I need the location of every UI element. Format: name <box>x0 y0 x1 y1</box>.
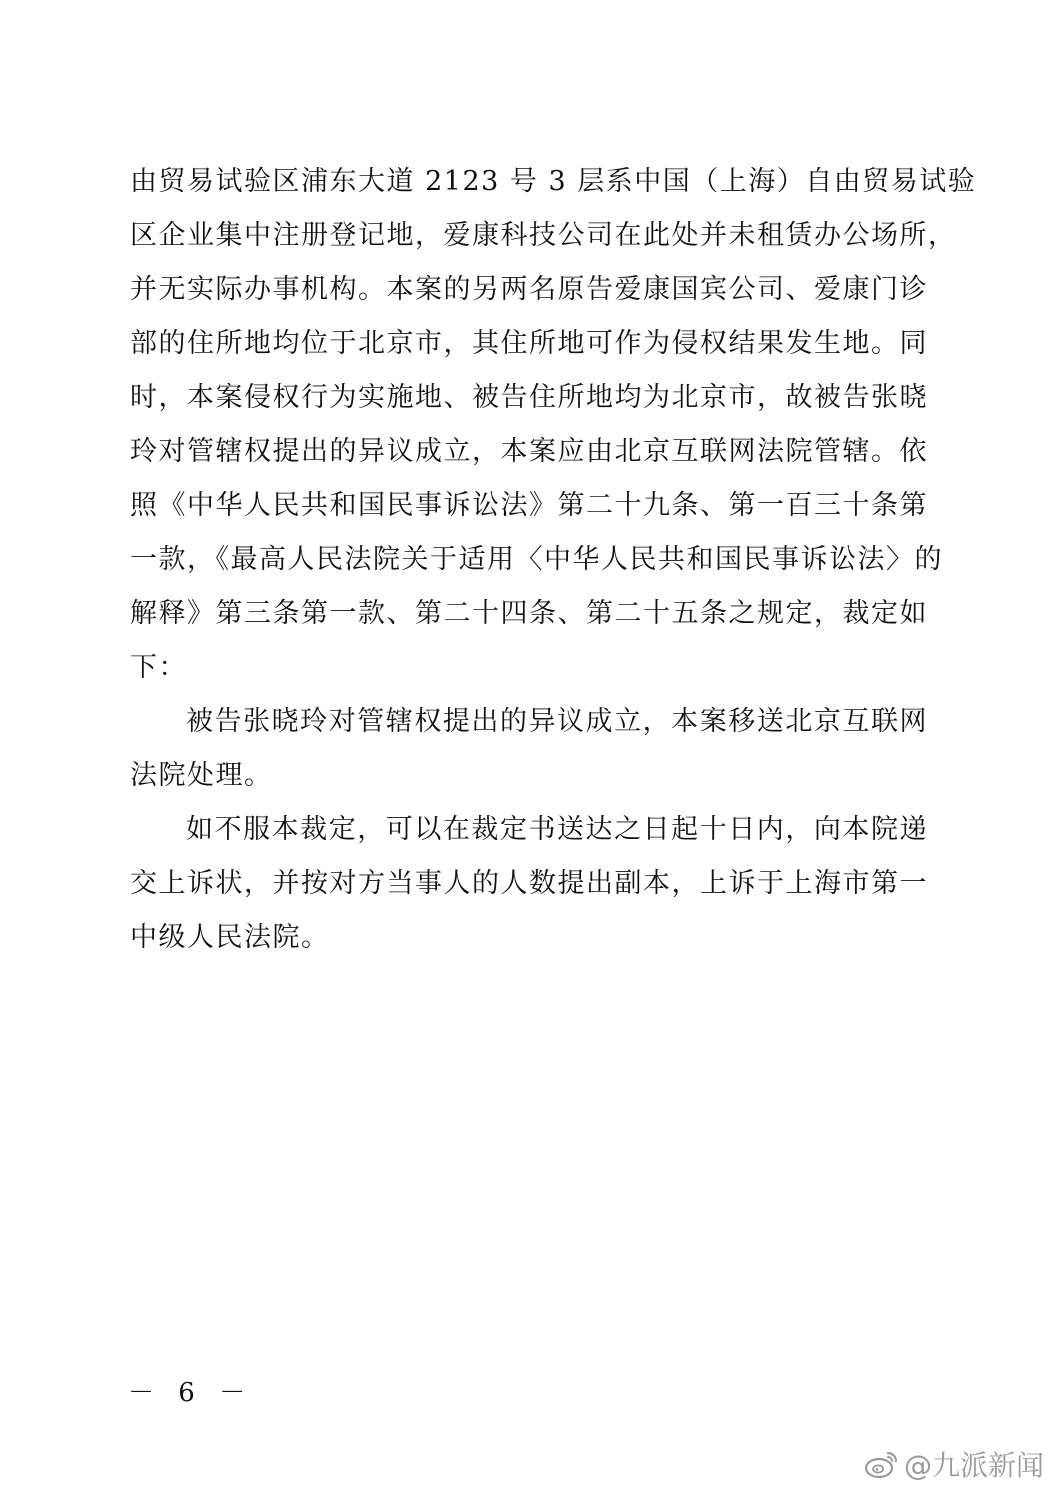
text-line: 时，本案侵权行为实施地、被告住所地均为北京市，故被告张晓 <box>130 382 928 413</box>
text-line: 解释》第三条第一款、第二十四条、第二十五条之规定，裁定如 <box>130 598 928 629</box>
text-line: 被告张晓玲对管辖权提出的异议成立，本案移送北京互联网 <box>186 706 928 737</box>
paragraph-jurisdiction-reasoning <box>130 155 977 695</box>
text-line: 区企业集中注册登记地，爱康科技公司在此处并未租赁办公场所， <box>130 220 957 251</box>
text-line: 由贸易试验区浦东大道 2123 号 3 层系中国（上海）自由贸易试验 <box>130 166 977 197</box>
paragraph-ruling <box>130 695 928 803</box>
watermark <box>864 1444 1044 1484</box>
text-line: 交上诉状，并按对方当事人的人数提出副本，上诉于上海市第一 <box>130 868 928 899</box>
ruling-body <box>130 155 977 965</box>
text-line: 照《中华人民共和国民事诉讼法》第二十九条、第一百三十条第 <box>130 490 928 521</box>
text-line: 玲对管辖权提出的异议成立，本案应由北京互联网法院管辖。依 <box>130 436 928 467</box>
text-line: 并无实际办事机构。本案的另两名原告爱康国宾公司、爱康门诊 <box>130 274 928 305</box>
text-line: 一款，《最高人民法院关于适用〈中华人民共和国民事诉讼法〉的 <box>130 544 943 575</box>
paragraph-appeal-notice <box>130 803 928 965</box>
text-line: 下： <box>130 652 187 683</box>
text-line: 如不服本裁定，可以在裁定书送达之日起十日内，向本院递 <box>186 814 928 845</box>
text-line: 中级人民法院。 <box>130 922 330 953</box>
text-line: 部的住所地均位于北京市，其住所地可作为侵权结果发生地。同 <box>130 328 928 359</box>
weibo-icon <box>864 1449 900 1479</box>
page-number: － 6 － <box>128 1378 254 1408</box>
watermark-text: @九派新闻 <box>903 1449 1044 1482</box>
text-line: 法院处理。 <box>130 760 273 791</box>
